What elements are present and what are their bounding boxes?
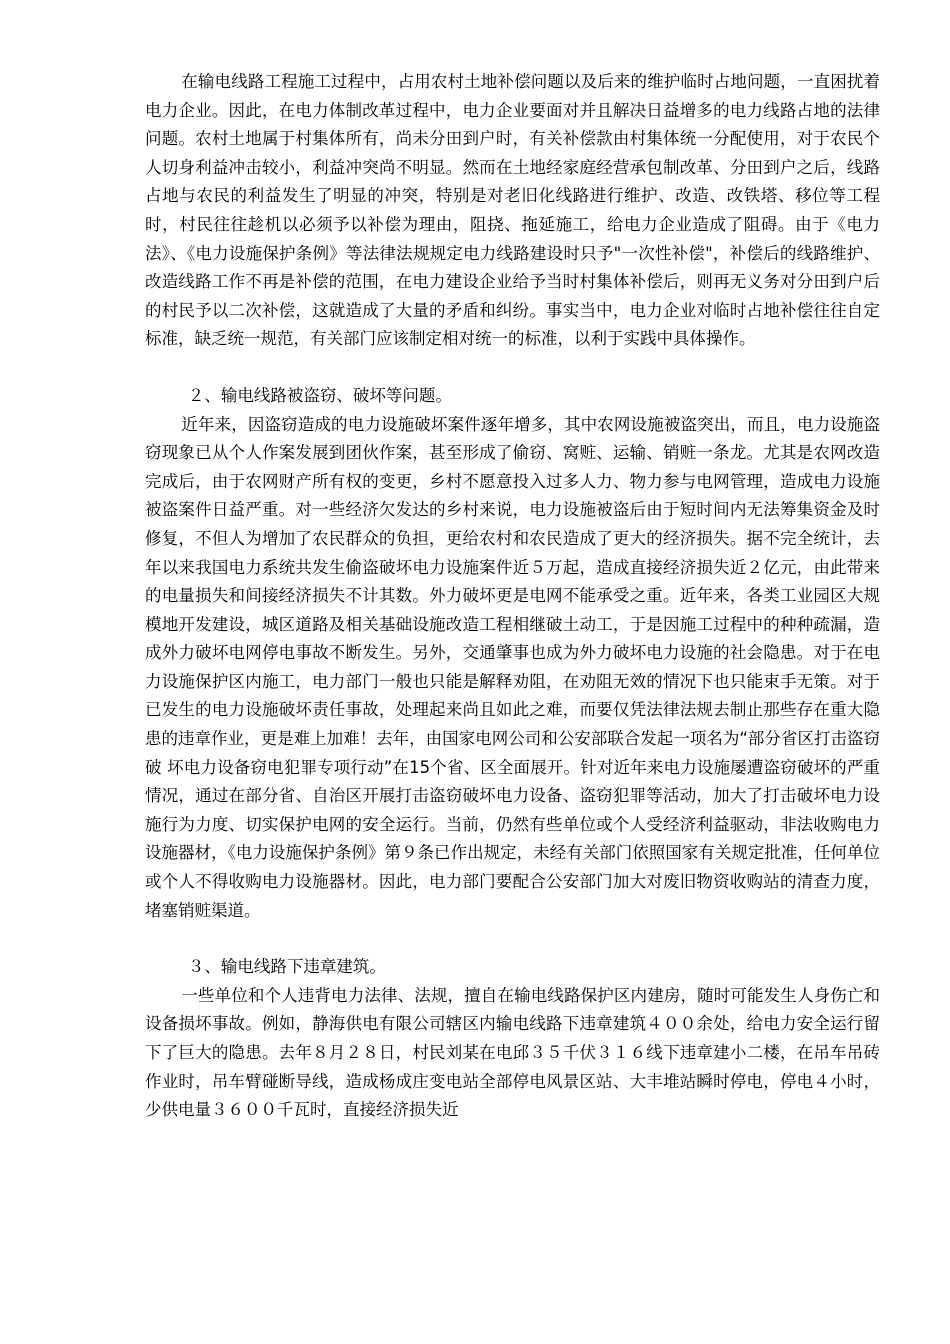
section2-paragraph: 近年来，因盗窃造成的电力设施破坏案件逐年增多，其中农网设施被盗突出，而且，电力设施盗窃现象已从个人作案发展到团伙作案，甚至形成了偷窃、窝赃、运输、销赃一条龙。尤其是农网改造完成后，由于农网财产所有权的变更，乡村不愿意投入过多人力、物力参与电网管理，造成电力设施被盗案件日益严重。对一些经济欠发达的乡村来说，电力设施被盗后由于短时间内无法筹集资金及时修复，不但人为增加了农民群众的负担，更给农村和农民造成了更大的经济损失。据不完全统计，去年以来我国电力系统共发生偷盗破坏电力设施案件近５万起，造成直接经济损失近２亿元，由此带来的电量损失和间接经济损失不计其数。外力破坏更是电网不能承受之重。近年来，各类工业园区大规模地开发建设，城区道路及相关基础设施改造工程相继破土动工，于是因施工过程中的种种疏漏，造成外力破坏电网停电事故不断发生。另外，交通肇事也成为外力破坏电力设施的社会隐患。对于在电力设施保护区内施工，电力部门一般也只能是解释劝阻，在劝阻无效的情况下也只能束手无策。对于已发生的电力设施破坏责任事故，处理起来尚且如此之难，而要仅凭法律法规去制止那些存在重大隐患的违章作业，更是难上加难！去年，由国家电网公司和公安部联合发起一项名为“部分省区打击盗窃破 坏电力设备窃电犯罪专项行动”在15个省、区全面展开。针对近年来电力设施屡遭盗窃破坏的严重情况，通过在部分省、自治区开展打击盗窃破坏电力设备、盗窃犯罪等活动，加大了打击破坏电力设施行为力度、切实保护电网的安全运行。当前，仍然有些单位或个人受经济利益驱动，非法收购电力设施器材，《电力设施保护条例》第９条已作出规定，未经有关部门依照国家有关规定批准，任何单位或个人不得收购电力设施器材。因此，电力部门要配合公安部门加大对废旧物资收购站的清查力度，堵塞销赃渠道。	[145, 414, 880, 920]
section3-heading: ３、输电线路下违章建筑。	[187, 957, 386, 977]
document-page	[145, 68, 880, 1125]
paragraph-gap	[145, 925, 880, 953]
section3-paragraph: 一些单位和个人违背电力法律、法规，擅自在输电线路保护区内建房，随时可能发生人身伤亡和设备损坏事故。例如，静海供电有限公司辖区内输电线路下违章建筑４００余处，给电力安全运行留下了巨大的隐患。去年８月２８日，村民刘某在电邱３５千伏３１６线下违章建小二楼，在吊车吊砖作业时，吊车臂碰断导线，造成杨成庄变电站全部停电风景区站、大丰堆站瞬时停电，停电４小时，少供电量３６００千瓦时，直接经济损失近	[145, 985, 880, 1120]
section1-paragraph: 在输电线路工程施工过程中，占用农村土地补偿问题以及后来的维护临时占地问题，一直困扰着电力企业。因此，在电力体制改革过程中，电力企业要面对并且解决日益增多的电力线路占地的法律问题。农村土地属于村集体所有，尚未分田到户时，有关补偿款由村集体统一分配使用，对于农民个人切身利益冲击较小，利益冲突尚不明显。然而在土地经家庭经营承包制改革、分田到户之后，线路占地与农民的利益发生了明显的冲突，特别是对老旧化线路进行维护、改造、改铁塔、移位等工程时，村民往往趁机以必须予以补偿为理由，阻挠、拖延施工，给电力企业造成了阻碍。由于《电力法》、《电力设施保护条例》等法律法规规定电力线路建设时只予"一次性补偿"，补偿后的线路维护、改造线路工作不再是补偿的范围，在电力建设企业给予当时村集体补偿后，则再无义务对分田到户后的村民予以二次补偿，这就造成了大量的矛盾和纠纷。事实当中，电力企业对临时占地补偿往往自定标准，缺乏统一规范，有关部门应该制定相对统一的标准，以利于实践中具体操作。	[145, 72, 880, 349]
section2-heading: ２、输电线路被盗窃、破坏等问题。	[187, 385, 452, 405]
paragraph-gap	[145, 354, 880, 382]
